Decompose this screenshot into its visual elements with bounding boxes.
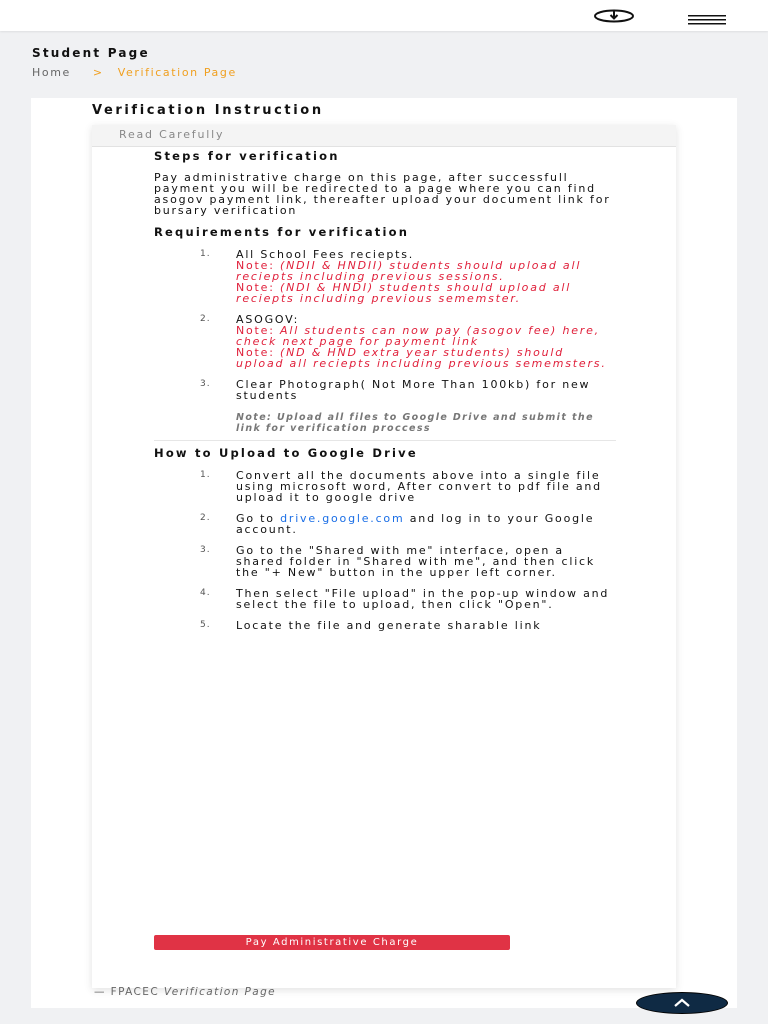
page-title: Student Page xyxy=(32,45,150,61)
list-item: 2. Go to drive.google.com and log in to your Google account. xyxy=(200,512,595,536)
list-item: 3. Go to the "Shared with me" interface, open a shared folder in "Shared with me", and then click the "+ New" button in the upper left corner. xyxy=(200,544,596,579)
list-item: 4. Then select "File upload" in the pop-up window and select the file to upload, then click "Open". xyxy=(200,587,610,611)
note-text: Note: All students can now pay (asogov fee) here, check next page for payment link xyxy=(236,324,600,348)
footer-caption: — FPACEC Verification Page xyxy=(94,986,277,998)
upload-steps-list xyxy=(154,470,616,631)
instruction-card-header xyxy=(92,125,676,147)
steps-intro: Pay administrative charge on this page, after successfull payment you will be redirected to a page where you can find asogov payment link, thereafter upload your document link for bursary verification xyxy=(154,171,611,217)
list-item: 1. All School Fees reciepts. Note: (NDII & HNDII) students should upload all reciepts including previous sessions. Note: (NDI & HNDI) students should upload all reciepts including previous sememster. xyxy=(154,249,616,304)
list-item: 3. Clear Photograph( Not More Than 100kb) for new students xyxy=(200,378,591,402)
note-text: Note: (NDI & HNDI) students should upload all reciepts including previous sememster. xyxy=(236,281,572,305)
upload-footnote: Note: Upload all files to Google Drive and submit the link for verification proccess xyxy=(236,412,594,434)
pay-administrative-charge-button[interactable]: Pay Administrative Charge xyxy=(154,935,510,950)
download-circle-icon[interactable] xyxy=(594,8,634,22)
section-heading: Verification Instruction xyxy=(92,103,324,118)
google-drive-link[interactable]: drive.google.com xyxy=(280,512,405,525)
upload-title: How to Upload to Google Drive xyxy=(154,446,418,460)
instruction-content xyxy=(154,150,616,631)
requirements-list xyxy=(154,249,616,401)
breadcrumb-separator: > xyxy=(92,66,104,79)
hamburger-menu-icon[interactable] xyxy=(688,10,726,20)
requirements-title: Requirements for verification xyxy=(154,225,410,239)
note-text: Note: (NDII & HNDII) students should upload all reciepts including previous sessions. xyxy=(236,259,582,283)
steps-title: Steps for verification xyxy=(154,149,340,163)
divider xyxy=(154,440,616,441)
read-carefully-label: Read Carefully xyxy=(119,128,225,141)
list-item: 2. ASOGOV: Note: All students can now pay (asogov fee) here, check next page for payment link Note: (ND & HND extra year students) should upload all reciepts including previous sememsters. xyxy=(154,314,616,369)
breadcrumb-home-link[interactable]: Home xyxy=(32,66,71,79)
breadcrumb-current: Verification Page xyxy=(117,66,237,79)
scroll-to-top-button[interactable] xyxy=(636,992,728,1014)
list-item: 1. Convert all the documents above into a single file using microsoft word, After convert to pdf file and upload it to google drive xyxy=(200,469,602,504)
list-item: 5. Locate the file and generate sharable link xyxy=(200,619,542,632)
note-text: Note: (ND & HND extra year students) should upload all reciepts including previous sememsters. xyxy=(236,346,607,370)
top-navbar xyxy=(0,0,768,31)
breadcrumb xyxy=(32,66,237,79)
chevron-up-icon xyxy=(673,998,691,1008)
